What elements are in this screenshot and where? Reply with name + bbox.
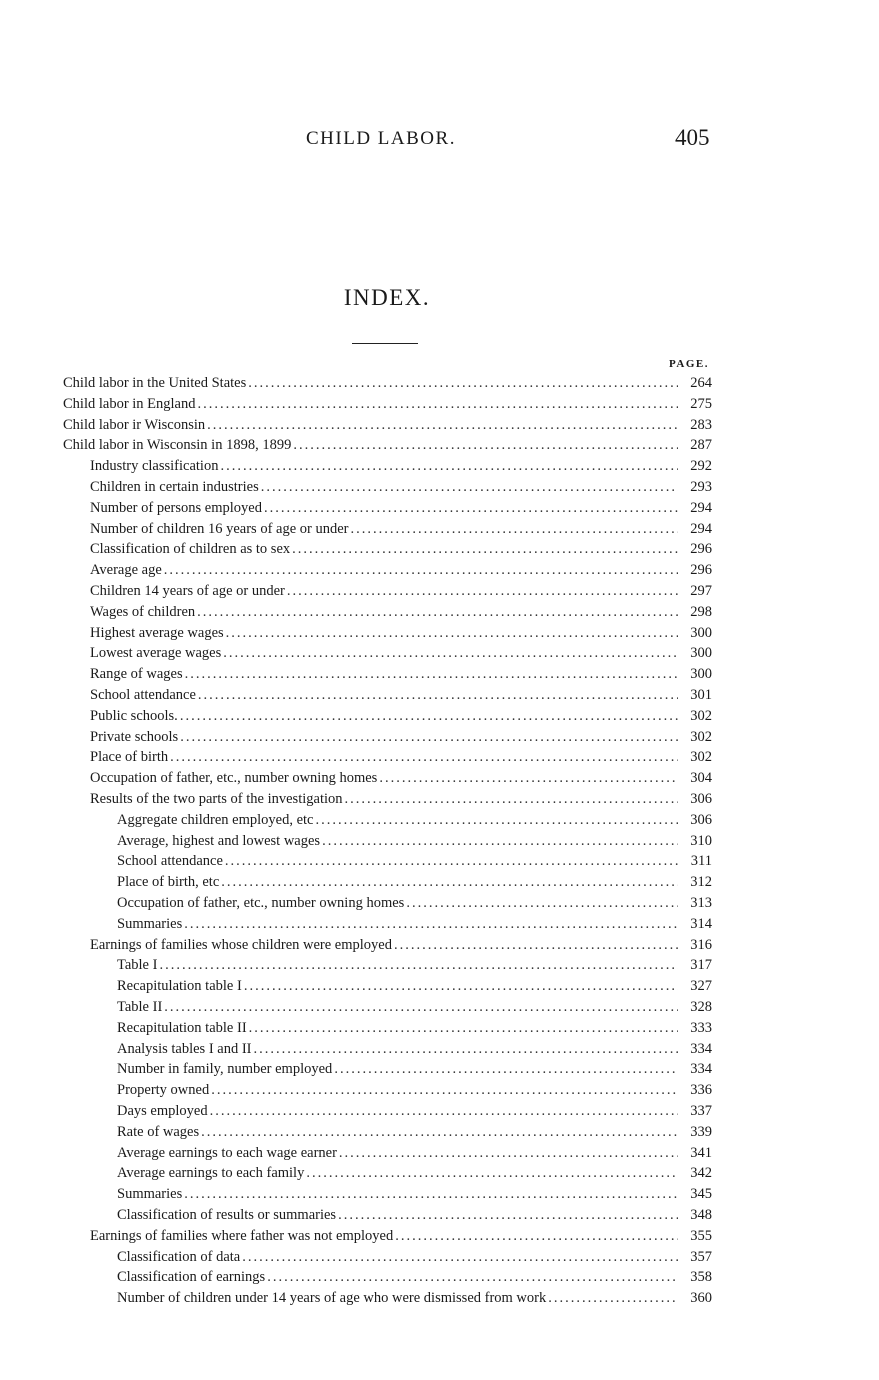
entry-label: Child labor in England (63, 395, 196, 412)
page-number: 405 (675, 125, 710, 150)
dot-leader (185, 666, 678, 683)
entry-page-number: 298 (690, 603, 712, 620)
entry-label: School attendance (117, 853, 223, 870)
entry-label: Industry classification (90, 458, 219, 475)
index-entry (117, 1249, 712, 1269)
entry-page-number: 283 (690, 416, 712, 433)
entry-label: Children 14 years of age or under (90, 583, 285, 599)
entry-label: Analysis tables I and II (117, 1040, 252, 1057)
dot-leader (207, 417, 678, 434)
entry-label: Child labor ir Wisconsin (63, 416, 206, 433)
entry-label: Property owned (117, 1082, 210, 1099)
index-entry (117, 1082, 712, 1102)
dot-leader (201, 1124, 678, 1141)
entry-label: Classification of data (117, 1248, 241, 1265)
entry-page-number: 294 (690, 499, 712, 516)
dot-leader (339, 1145, 678, 1162)
entry-page-number: 306 (690, 811, 712, 828)
index-entry (117, 895, 712, 915)
dot-leader (334, 1061, 678, 1078)
index-entry (63, 375, 712, 395)
index-title: INDEX. (343, 285, 431, 310)
entry-page-number: 304 (690, 770, 712, 787)
index-entry (90, 583, 712, 603)
entry-page-number: 334 (690, 1061, 712, 1078)
entry-page-number: 345 (690, 1186, 712, 1203)
entry-label: Days employed (117, 1103, 208, 1119)
entry-label: Child labor in Wisconsin in 1898, 1899 (63, 437, 292, 454)
index-entry (117, 1041, 712, 1061)
dot-leader (249, 1020, 678, 1037)
dot-leader (267, 1269, 678, 1286)
dot-leader (210, 1103, 678, 1120)
dot-leader (293, 437, 678, 454)
dot-leader (184, 916, 678, 933)
index-entry (90, 604, 712, 624)
entry-page-number: 342 (690, 1165, 712, 1182)
entry-label: Range of wages (90, 666, 183, 683)
entry-page-number: 312 (690, 874, 712, 891)
entry-label: Highest average wages (90, 624, 224, 641)
index-entry (117, 1061, 712, 1081)
entry-page-number: 264 (690, 375, 712, 391)
entry-label: Place of birth, etc (117, 874, 220, 891)
entry-page-number: 300 (690, 666, 712, 683)
entry-label: Summaries (117, 1186, 183, 1203)
entry-label: Number in family, number employed (117, 1061, 333, 1078)
dot-leader (198, 396, 679, 413)
entry-page-number: 357 (690, 1248, 712, 1265)
entry-label: Classification of children as to sex (90, 541, 291, 558)
entry-page-number: 327 (690, 978, 712, 995)
dot-leader (164, 999, 678, 1016)
entry-label: Earnings of families where father was not employed (90, 1227, 394, 1244)
entry-label: Wages of children (90, 603, 196, 620)
entry-page-number: 328 (690, 999, 712, 1015)
dot-leader (338, 1207, 678, 1224)
entry-label: Private schools (90, 728, 179, 745)
dot-leader (264, 500, 678, 517)
index-entry (90, 1228, 712, 1248)
entry-page-number: 296 (690, 541, 712, 558)
index-entry (117, 874, 712, 894)
index-entry (90, 625, 712, 645)
entry-label: Number of children under 14 years of age who were dismissed from work (117, 1290, 547, 1307)
index-entry (117, 853, 712, 873)
entry-label: Rate of wages (117, 1123, 200, 1140)
entry-page-number: 339 (690, 1123, 712, 1140)
entry-page-number: 294 (690, 520, 712, 537)
entry-page-number: 310 (690, 832, 712, 849)
entry-label: Public schools. (90, 707, 178, 724)
dot-leader (315, 812, 678, 829)
dot-leader (322, 833, 678, 850)
index-entry (90, 645, 712, 665)
index-entry (90, 562, 712, 582)
dot-leader (223, 645, 678, 662)
index-entry (117, 1124, 712, 1144)
dot-leader (180, 729, 678, 746)
entry-label: Average, highest and lowest wages (117, 832, 321, 849)
dot-leader (395, 1228, 678, 1245)
entry-label: Classification of results or summaries (117, 1207, 337, 1223)
entry-page-number: 302 (690, 749, 712, 766)
index-entry (117, 1269, 712, 1289)
index-entry (117, 957, 712, 977)
entry-page-number: 275 (690, 395, 712, 412)
index-entry (90, 770, 712, 790)
index-entry (63, 396, 712, 416)
dot-leader (226, 625, 678, 642)
dot-leader (379, 770, 678, 787)
entry-page-number: 287 (690, 437, 712, 454)
index-entry (90, 687, 712, 707)
entry-page-number: 297 (690, 583, 712, 599)
index-entry (90, 458, 712, 478)
dot-leader (180, 708, 678, 725)
entry-label: Occupation of father, etc., number owning homes (90, 770, 378, 787)
entry-label: Summaries (117, 915, 183, 932)
index-entry (117, 1165, 712, 1185)
entry-page-number: 301 (690, 687, 712, 703)
entry-label: Earnings of families whose children were employed (90, 936, 392, 953)
dot-leader (394, 937, 678, 954)
index-entry (117, 812, 712, 832)
index-entry (90, 500, 712, 520)
index-entry (117, 999, 712, 1019)
entry-label: Number of persons employed (90, 499, 262, 516)
dot-leader (351, 521, 679, 538)
entry-label: Child labor in the United States (63, 375, 247, 391)
entry-label: Average earnings to each wage earner (117, 1144, 337, 1161)
index-entry (117, 1207, 712, 1227)
dot-leader (198, 687, 678, 704)
dot-leader (220, 458, 678, 475)
entry-page-number: 300 (690, 645, 712, 662)
dot-leader (184, 1186, 678, 1203)
entry-label: Aggregate children employed, etc (117, 811, 314, 828)
entry-page-number: 348 (690, 1207, 712, 1223)
entry-page-number: 316 (690, 936, 712, 953)
dot-leader (406, 895, 678, 912)
entry-label: Average earnings to each family (117, 1165, 305, 1182)
index-entry (90, 729, 712, 749)
dot-leader (197, 604, 678, 621)
entry-label: Occupation of father, etc., number owning homes (117, 895, 405, 911)
entry-label: Results of the two parts of the investigation (90, 791, 343, 807)
index-entry (117, 916, 712, 936)
index-entry (117, 1103, 712, 1123)
entry-page-number: 302 (690, 707, 712, 724)
dot-leader (211, 1082, 678, 1099)
index-entry (117, 978, 712, 998)
dot-leader (170, 749, 678, 766)
entry-label: Children in certain industries (90, 479, 259, 495)
entry-page-number: 333 (690, 1019, 712, 1036)
entry-page-number: 296 (690, 562, 712, 579)
running-title: CHILD LABOR. (306, 128, 456, 149)
index-entry (117, 1186, 712, 1206)
dot-leader (244, 978, 678, 995)
entry-page-number: 311 (690, 853, 712, 870)
index-entry (90, 666, 712, 686)
entry-label: Average age (90, 562, 162, 579)
dot-leader (306, 1165, 678, 1182)
index-entry (117, 1020, 712, 1040)
entry-page-number: 317 (690, 957, 712, 974)
entry-label: Lowest average wages (90, 645, 222, 662)
entry-page-number: 293 (690, 479, 712, 495)
index-entry (90, 791, 712, 811)
dot-leader (345, 791, 678, 808)
index-entry (117, 1145, 712, 1165)
title-rule (352, 343, 418, 344)
entry-page-number: 336 (690, 1082, 712, 1099)
entry-page-number: 360 (690, 1290, 712, 1307)
entry-page-number: 341 (690, 1144, 712, 1161)
entry-page-number: 300 (690, 624, 712, 641)
entry-label: Table II (117, 999, 163, 1015)
index-entry (90, 521, 712, 541)
entry-page-number: 302 (690, 728, 712, 745)
index-entry (117, 833, 712, 853)
dot-leader (248, 375, 678, 392)
entry-label: Place of birth (90, 749, 169, 766)
dot-leader (261, 479, 678, 496)
index-entry (63, 417, 712, 437)
dot-leader (221, 874, 678, 891)
index-entry (117, 1290, 712, 1310)
entry-page-number: 314 (690, 915, 712, 932)
index-entry (90, 479, 712, 499)
index-entry (90, 937, 712, 957)
entry-page-number: 313 (690, 895, 712, 911)
index-entry (90, 541, 712, 561)
dot-leader (254, 1041, 679, 1058)
dot-leader (242, 1249, 678, 1266)
entry-page-number: 355 (690, 1227, 712, 1244)
entry-label: School attendance (90, 687, 196, 703)
entry-page-number: 292 (690, 458, 712, 475)
dot-leader (159, 957, 678, 974)
dot-leader (292, 541, 678, 558)
index-entry (90, 749, 712, 769)
entry-label: Recapitulation table I (117, 978, 242, 995)
entry-label: Number of children 16 years of age or under (90, 520, 349, 537)
entry-page-number: 337 (690, 1103, 712, 1119)
dot-leader (548, 1290, 678, 1307)
page-column-label: PAGE. (669, 358, 709, 370)
entry-page-number: 306 (690, 791, 712, 807)
entry-label: Classification of earnings (117, 1269, 266, 1286)
dot-leader (225, 853, 678, 870)
dot-leader (164, 562, 678, 579)
entry-page-number: 358 (690, 1269, 712, 1286)
running-head (0, 125, 879, 158)
entry-label: Table I (117, 957, 158, 974)
dot-leader (287, 583, 678, 600)
entry-page-number: 334 (690, 1040, 712, 1057)
entry-label: Recapitulation table II (117, 1019, 247, 1036)
index-entry (63, 437, 712, 457)
index-entry (90, 708, 712, 728)
